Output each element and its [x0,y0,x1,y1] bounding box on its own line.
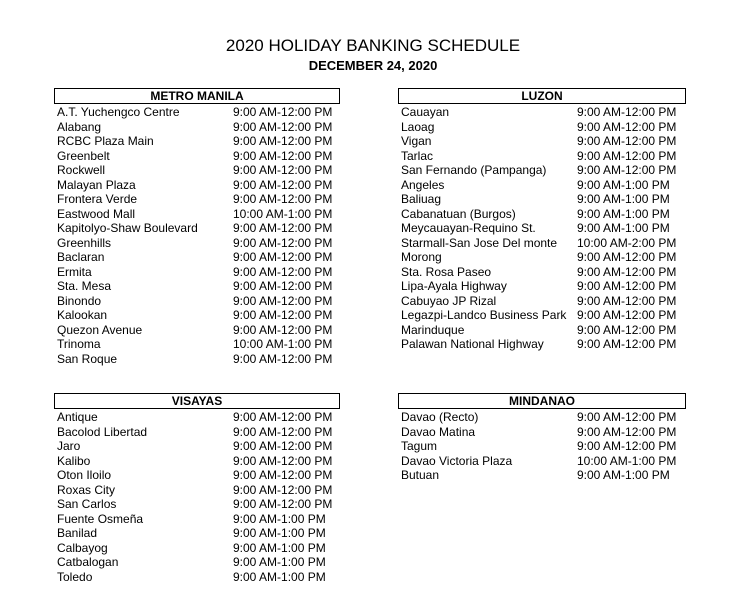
branch-row [398,337,686,352]
branch-hours: 9:00 AM-12:00 PM [577,250,677,264]
branch-name: Rockwell [57,163,106,177]
branch-row [398,425,686,440]
branch-name: Marinduque [401,322,465,337]
branch-hours: 9:00 AM-12:00 PM [233,424,333,439]
branch-hours: 9:00 AM-12:00 PM [233,497,333,511]
branch-row [54,570,340,585]
branch-name: Meycauayan-Requino St. [401,221,536,235]
branch-name: Trinoma [57,337,101,351]
branch-hours: 9:00 AM-12:00 PM [577,293,677,308]
branch-row [398,207,686,222]
branch-name: Baclaran [57,250,105,264]
branch-name: Fuente Osmeña [57,511,144,526]
branch-hours: 9:00 AM-12:00 PM [577,279,677,293]
branch-row [54,207,340,222]
branch-name: Quezon Avenue [57,322,143,337]
branch-row [54,512,340,527]
branch-name: Cabanatuan (Burgos) [401,206,516,221]
branch-hours: 9:00 AM-12:00 PM [233,351,333,366]
branch-row [54,323,340,338]
branch-name: Roxas City [57,482,116,497]
branch-name: San Fernando (Pampanga) [401,163,547,177]
branch-hours: 9:00 AM-12:00 PM [233,221,333,235]
branch-row [54,294,340,309]
branch-row [398,468,686,483]
branch-hours: 9:00 AM-1:00 PM [577,192,670,206]
branch-hours: 9:00 AM-12:00 PM [577,424,677,439]
branch-hours: 9:00 AM-12:00 PM [233,235,333,250]
branch-hours: 9:00 AM-12:00 PM [233,279,333,293]
branch-row [398,323,686,338]
branch-name: Davao Matina [401,424,476,439]
branch-hours: 9:00 AM-12:00 PM [577,134,677,148]
branch-row [398,308,686,323]
branch-name: Vigan [401,134,432,148]
branch-hours: 9:00 AM-1:00 PM [577,206,670,221]
branch-row [398,236,686,251]
branch-row [398,178,686,193]
branch-name: Calbayog [57,540,108,555]
branch-name: Bacolod Libertad [57,424,148,439]
branch-hours: 9:00 AM-12:00 PM [233,134,333,148]
branch-name: Starmall-San Jose Del monte [401,235,558,250]
branch-row [398,221,686,236]
branch-row [398,279,686,294]
branch-row [54,410,340,425]
branch-hours: 9:00 AM-12:00 PM [577,119,677,134]
branch-row [54,265,340,280]
branch-name: Catbalogan [57,555,119,569]
branch-row [54,221,340,236]
branch-row [398,410,686,425]
branch-hours: 9:00 AM-12:00 PM [233,163,333,177]
branch-row [54,149,340,164]
branch-row [54,236,340,251]
branch-name: Baliuag [401,192,442,206]
section-metro-manila [54,88,340,366]
branch-name: Antique [57,410,98,424]
section-visayas [54,393,340,584]
branch-row [54,439,340,454]
branch-hours: 9:00 AM-12:00 PM [577,148,677,163]
page-subtitle: DECEMBER 24, 2020 [308,58,438,73]
branch-row [398,265,686,280]
branch-hours: 9:00 AM-12:00 PM [577,337,677,351]
branch-row [54,120,340,135]
branch-row [398,192,686,207]
branch-list [398,105,686,352]
branch-hours: 9:00 AM-12:00 PM [233,482,333,497]
branch-row [398,105,686,120]
branch-row [54,279,340,294]
section-luzon [398,88,686,352]
branch-hours: 9:00 AM-12:00 PM [233,293,333,308]
section-header: LUZON [398,88,686,104]
branch-row [398,250,686,265]
branch-hours: 9:00 AM-1:00 PM [577,177,670,192]
branch-hours: 9:00 AM-12:00 PM [233,192,333,206]
branch-row [398,163,686,178]
branch-row [54,541,340,556]
branch-row [54,134,340,149]
branch-row [54,555,340,570]
branch-hours: 9:00 AM-12:00 PM [233,308,333,322]
section-mindanao [398,393,686,483]
branch-row [54,250,340,265]
branch-hours: 9:00 AM-1:00 PM [577,221,670,235]
branch-hours: 9:00 AM-1:00 PM [233,569,326,584]
branch-name: Tagum [401,439,438,453]
branch-name: Alabang [57,119,102,134]
branch-row [398,439,686,454]
branch-name: Legazpi-Landco Business Park [401,308,567,322]
branch-name: Lipa-Ayala Highway [401,279,507,293]
branch-hours: 9:00 AM-12:00 PM [577,163,677,177]
branch-hours: 10:00 AM-1:00 PM [233,206,333,221]
branch-name: Kalibo [57,453,91,468]
branch-hours: 9:00 AM-12:00 PM [233,250,333,264]
branch-name: Angeles [401,177,445,192]
branch-hours: 9:00 AM-12:00 PM [233,322,333,337]
branch-name: Butuan [401,468,440,482]
branch-list [398,410,686,483]
branch-name: Eastwood Mall [57,206,136,221]
branch-row [54,352,340,367]
branch-name: Palawan National Highway [401,337,544,351]
branch-name: Cauayan [401,105,450,119]
page-title: 2020 HOLIDAY BANKING SCHEDULE [225,36,521,55]
branch-name: Kapitolyo-Shaw Boulevard [57,221,198,235]
branch-hours: 9:00 AM-1:00 PM [233,511,326,526]
branch-row [54,526,340,541]
branch-name: Cabuyao JP Rizal [401,293,497,308]
branch-name: Malayan Plaza [57,177,136,192]
branch-hours: 9:00 AM-1:00 PM [233,540,326,555]
branch-name: San Carlos [57,497,117,511]
branch-hours: 9:00 AM-1:00 PM [577,468,670,482]
branch-hours: 10:00 AM-1:00 PM [577,453,677,468]
branch-hours: 9:00 AM-12:00 PM [233,177,333,192]
branch-row [398,294,686,309]
branch-row [398,134,686,149]
branch-name: Davao Victoria Plaza [401,453,513,468]
branch-hours: 9:00 AM-12:00 PM [577,308,677,322]
branch-list [54,410,340,584]
branch-hours: 9:00 AM-12:00 PM [577,264,677,279]
branch-name: San Roque [57,351,118,366]
branch-row [54,105,340,120]
branch-row [398,454,686,469]
branch-list [54,105,340,366]
branch-row [398,149,686,164]
branch-hours: 9:00 AM-12:00 PM [577,105,677,119]
branch-hours: 9:00 AM-12:00 PM [577,439,677,453]
branch-hours: 9:00 AM-12:00 PM [233,148,333,163]
branch-hours: 9:00 AM-12:00 PM [577,322,677,337]
branch-hours: 9:00 AM-12:00 PM [233,105,333,119]
branch-name: Tarlac [401,148,434,163]
branch-name: Greenbelt [57,148,110,163]
branch-row [54,468,340,483]
branch-name: Sta. Mesa [57,279,112,293]
branch-name: Banilad [57,526,98,540]
section-header: METRO MANILA [54,88,340,104]
branch-name: Kalookan [57,308,108,322]
branch-row [54,337,340,352]
branch-name: Jaro [57,439,81,453]
branch-name: Greenhills [57,235,112,250]
branch-hours: 9:00 AM-12:00 PM [233,410,333,424]
branch-name: Davao (Recto) [401,410,479,424]
branch-name: A.T. Yuchengco Centre [57,105,180,119]
branch-name: RCBC Plaza Main [57,134,154,148]
branch-row [54,163,340,178]
branch-hours: 9:00 AM-1:00 PM [233,555,326,569]
branch-name: Sta. Rosa Paseo [401,264,492,279]
branch-row [54,425,340,440]
branch-row [398,120,686,135]
branch-row [54,454,340,469]
branch-hours: 10:00 AM-2:00 PM [577,235,677,250]
branch-name: Morong [401,250,442,264]
branch-hours: 10:00 AM-1:00 PM [233,337,333,351]
branch-row [54,192,340,207]
branch-row [54,178,340,193]
branch-name: Oton Iloilo [57,468,112,482]
branch-hours: 9:00 AM-1:00 PM [233,526,326,540]
branch-row [54,497,340,512]
branch-hours: 9:00 AM-12:00 PM [233,264,333,279]
branch-name: Frontera Verde [57,192,138,206]
branch-hours: 9:00 AM-12:00 PM [233,119,333,134]
section-header: MINDANAO [398,393,686,409]
branch-row [54,483,340,498]
branch-name: Binondo [57,293,102,308]
branch-name: Ermita [57,264,92,279]
branch-hours: 9:00 AM-12:00 PM [233,453,333,468]
branch-hours: 9:00 AM-12:00 PM [577,410,677,424]
section-header: VISAYAS [54,393,340,409]
branch-hours: 9:00 AM-12:00 PM [233,439,333,453]
branch-name: Toledo [57,569,93,584]
branch-row [54,308,340,323]
branch-hours: 9:00 AM-12:00 PM [233,468,333,482]
branch-name: Laoag [401,119,435,134]
